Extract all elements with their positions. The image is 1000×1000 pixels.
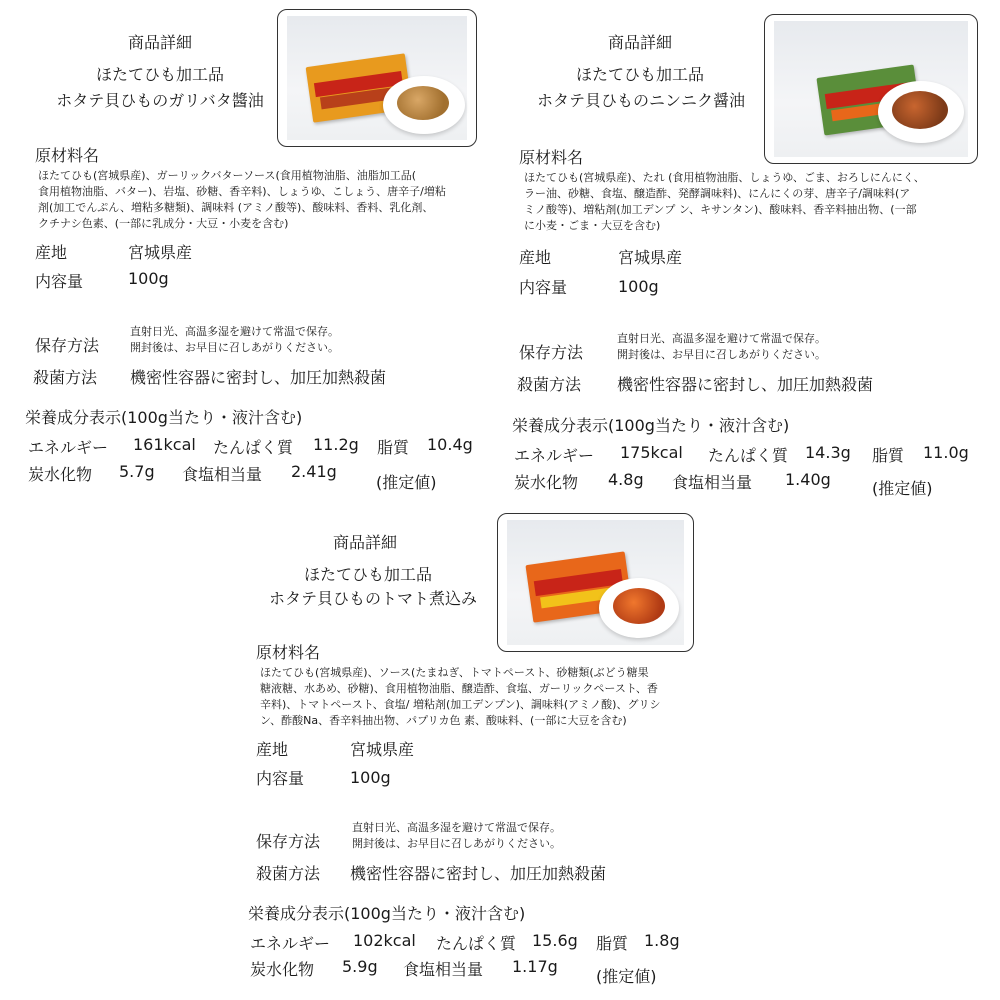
sterilization-label: 殺菌方法 [517, 375, 582, 394]
protein-value: 11.2g [313, 435, 359, 454]
carb-value: 4.8g [608, 470, 644, 489]
content-label: 内容量 [35, 272, 84, 291]
fat-value: 11.0g [923, 443, 969, 462]
carb-label: 炭水化物 [250, 960, 315, 979]
storage-text: 開封後は、お早目に召しあがりください。 [130, 341, 339, 354]
origin-value: 宮城県産 [618, 248, 683, 267]
storage-text: 開封後は、お早目に召しあがりください。 [352, 837, 561, 850]
product-category: ほたてひも加工品 [95, 65, 224, 84]
origin-value: 宮城県産 [350, 740, 415, 759]
product-name: ホタテ貝ひものニンニク醤油 [536, 91, 745, 110]
salt-label: 食塩相当量 [182, 465, 263, 484]
fat-label: 脂質 [872, 446, 905, 465]
energy-label: エネルギー [250, 934, 331, 953]
protein-value: 14.3g [805, 443, 851, 462]
salt-value: 1.17g [512, 957, 558, 976]
bowl-image [599, 578, 679, 638]
energy-value: 161kcal [133, 435, 196, 454]
storage-label: 保存方法 [256, 832, 321, 851]
storage-label: 保存方法 [519, 343, 584, 362]
product-detail-header: 商品詳細 [607, 33, 672, 52]
carb-label: 炭水化物 [28, 465, 93, 484]
origin-label: 産地 [35, 243, 68, 262]
ingredients-line: に小麦・ごま・大豆を含む) [524, 219, 661, 232]
energy-label: エネルギー [514, 446, 595, 465]
ingredients-label: 原材料名 [35, 146, 100, 165]
ingredients-line: ラー油、砂糖、食塩、醸造酢、発酵調味料)、にんにくの芽、唐辛子/調味料(ア [524, 187, 911, 200]
protein-label: たんぱく質 [708, 446, 789, 465]
origin-label: 産地 [256, 740, 289, 759]
salt-label: 食塩相当量 [672, 473, 753, 492]
protein-value: 15.6g [532, 931, 578, 950]
storage-text: 直射日光、高温多湿を避けて常温で保存。 [617, 332, 826, 345]
ingredients-line: 辛料)、トマトペースト、食塩/ 増粘剤(加工デンプン)、調味料(アミノ酸)、グリシ [260, 698, 661, 711]
product-detail-header: 商品詳細 [332, 533, 397, 552]
content-value: 100g [350, 768, 391, 787]
nutrition-title: 栄養成分表示(100g当たり・液汁含む) [248, 904, 526, 923]
estimate-note: (推定値) [596, 967, 657, 986]
fat-label: 脂質 [596, 934, 629, 953]
energy-value: 102kcal [353, 931, 416, 950]
ingredients-label: 原材料名 [256, 643, 321, 662]
ingredients-line: ほたてひも(宮城県産)、ガーリックバターソース(食用植物油脂、油脂加工品( [38, 169, 417, 182]
content-label: 内容量 [256, 769, 305, 788]
sterilization-value: 機密性容器に密封し、加圧加熱殺菌 [130, 368, 387, 387]
product-category: ほたてひも加工品 [575, 65, 704, 84]
salt-label: 食塩相当量 [403, 960, 484, 979]
ingredients-line: ミノ酸等)、増粘剤(加工デンプ ン、キサンタン)、酸味料、香辛料抽出物、(一部 [524, 203, 917, 216]
content-value: 100g [618, 277, 659, 296]
storage-label: 保存方法 [35, 336, 100, 355]
salt-value: 2.41g [291, 462, 337, 481]
ingredients-line: クチナシ色素、(一部に乳成分・大豆・小麦を含む) [38, 217, 289, 230]
storage-text: 開封後は、お早目に召しあがりください。 [617, 348, 826, 361]
bowl-image [878, 81, 964, 143]
product-photo [764, 14, 978, 164]
sterilization-label: 殺菌方法 [256, 864, 321, 883]
product-name: ホタテ貝ひものトマト煮込み [268, 589, 477, 608]
storage-text: 直射日光、高温多湿を避けて常温で保存。 [130, 325, 339, 338]
carb-label: 炭水化物 [514, 473, 579, 492]
ingredients-line: 糖液糖、水あめ、砂糖)、食用植物油脂、醸造酢、食塩、ガーリックペースト、香 [260, 682, 658, 695]
ingredients-label: 原材料名 [519, 148, 584, 167]
energy-value: 175kcal [620, 443, 683, 462]
protein-label: たんぱく質 [213, 438, 294, 457]
origin-label: 産地 [519, 248, 552, 267]
product-detail-header: 商品詳細 [127, 33, 192, 52]
origin-value: 宮城県産 [128, 243, 193, 262]
protein-label: たんぱく質 [436, 934, 517, 953]
carb-value: 5.9g [342, 957, 378, 976]
nutrition-title: 栄養成分表示(100g当たり・液汁含む) [512, 416, 790, 435]
sterilization-label: 殺菌方法 [33, 368, 98, 387]
estimate-note: (推定値) [376, 473, 437, 492]
content-value: 100g [128, 269, 169, 288]
ingredients-line: ほたてひも(宮城県産)、ソース(たまねぎ、トマトペースト、砂糖類(ぶどう糖果 [260, 666, 649, 679]
storage-text: 直射日光、高温多湿を避けて常温で保存。 [352, 821, 561, 834]
estimate-note: (推定値) [872, 479, 933, 498]
product-photo [277, 9, 477, 147]
salt-value: 1.40g [785, 470, 831, 489]
bowl-image [383, 76, 465, 134]
fat-value: 10.4g [427, 435, 473, 454]
ingredients-line: 剤(加工でんぷん、増粘多糖類)、調味料 (アミノ酸等)、酸味料、香料、乳化剤、 [38, 201, 434, 214]
sterilization-value: 機密性容器に密封し、加圧加熱殺菌 [350, 864, 607, 883]
product-name: ホタテ貝ひものガリバタ醬油 [56, 91, 264, 110]
ingredients-line: ほたてひも(宮城県産)、たれ (食用植物油脂、しょうゆ、ごま、おろしにんにく、 [524, 171, 925, 184]
fat-value: 1.8g [644, 931, 680, 950]
product-category: ほたてひも加工品 [303, 565, 432, 584]
carb-value: 5.7g [119, 462, 155, 481]
fat-label: 脂質 [377, 438, 410, 457]
nutrition-title: 栄養成分表示(100g当たり・液汁含む) [25, 408, 303, 427]
sterilization-value: 機密性容器に密封し、加圧加熱殺菌 [617, 375, 874, 394]
ingredients-line: 食用植物油脂、バター)、岩塩、砂糖、香辛料)、しょうゆ、こしょう、唐辛子/増粘 [38, 185, 446, 198]
energy-label: エネルギー [28, 438, 109, 457]
product-photo [497, 513, 694, 652]
content-label: 内容量 [519, 278, 568, 297]
ingredients-line: ン、酢酸Na、香辛料抽出物、パプリカ色 素、酸味料、(一部に大豆を含む) [260, 714, 627, 727]
